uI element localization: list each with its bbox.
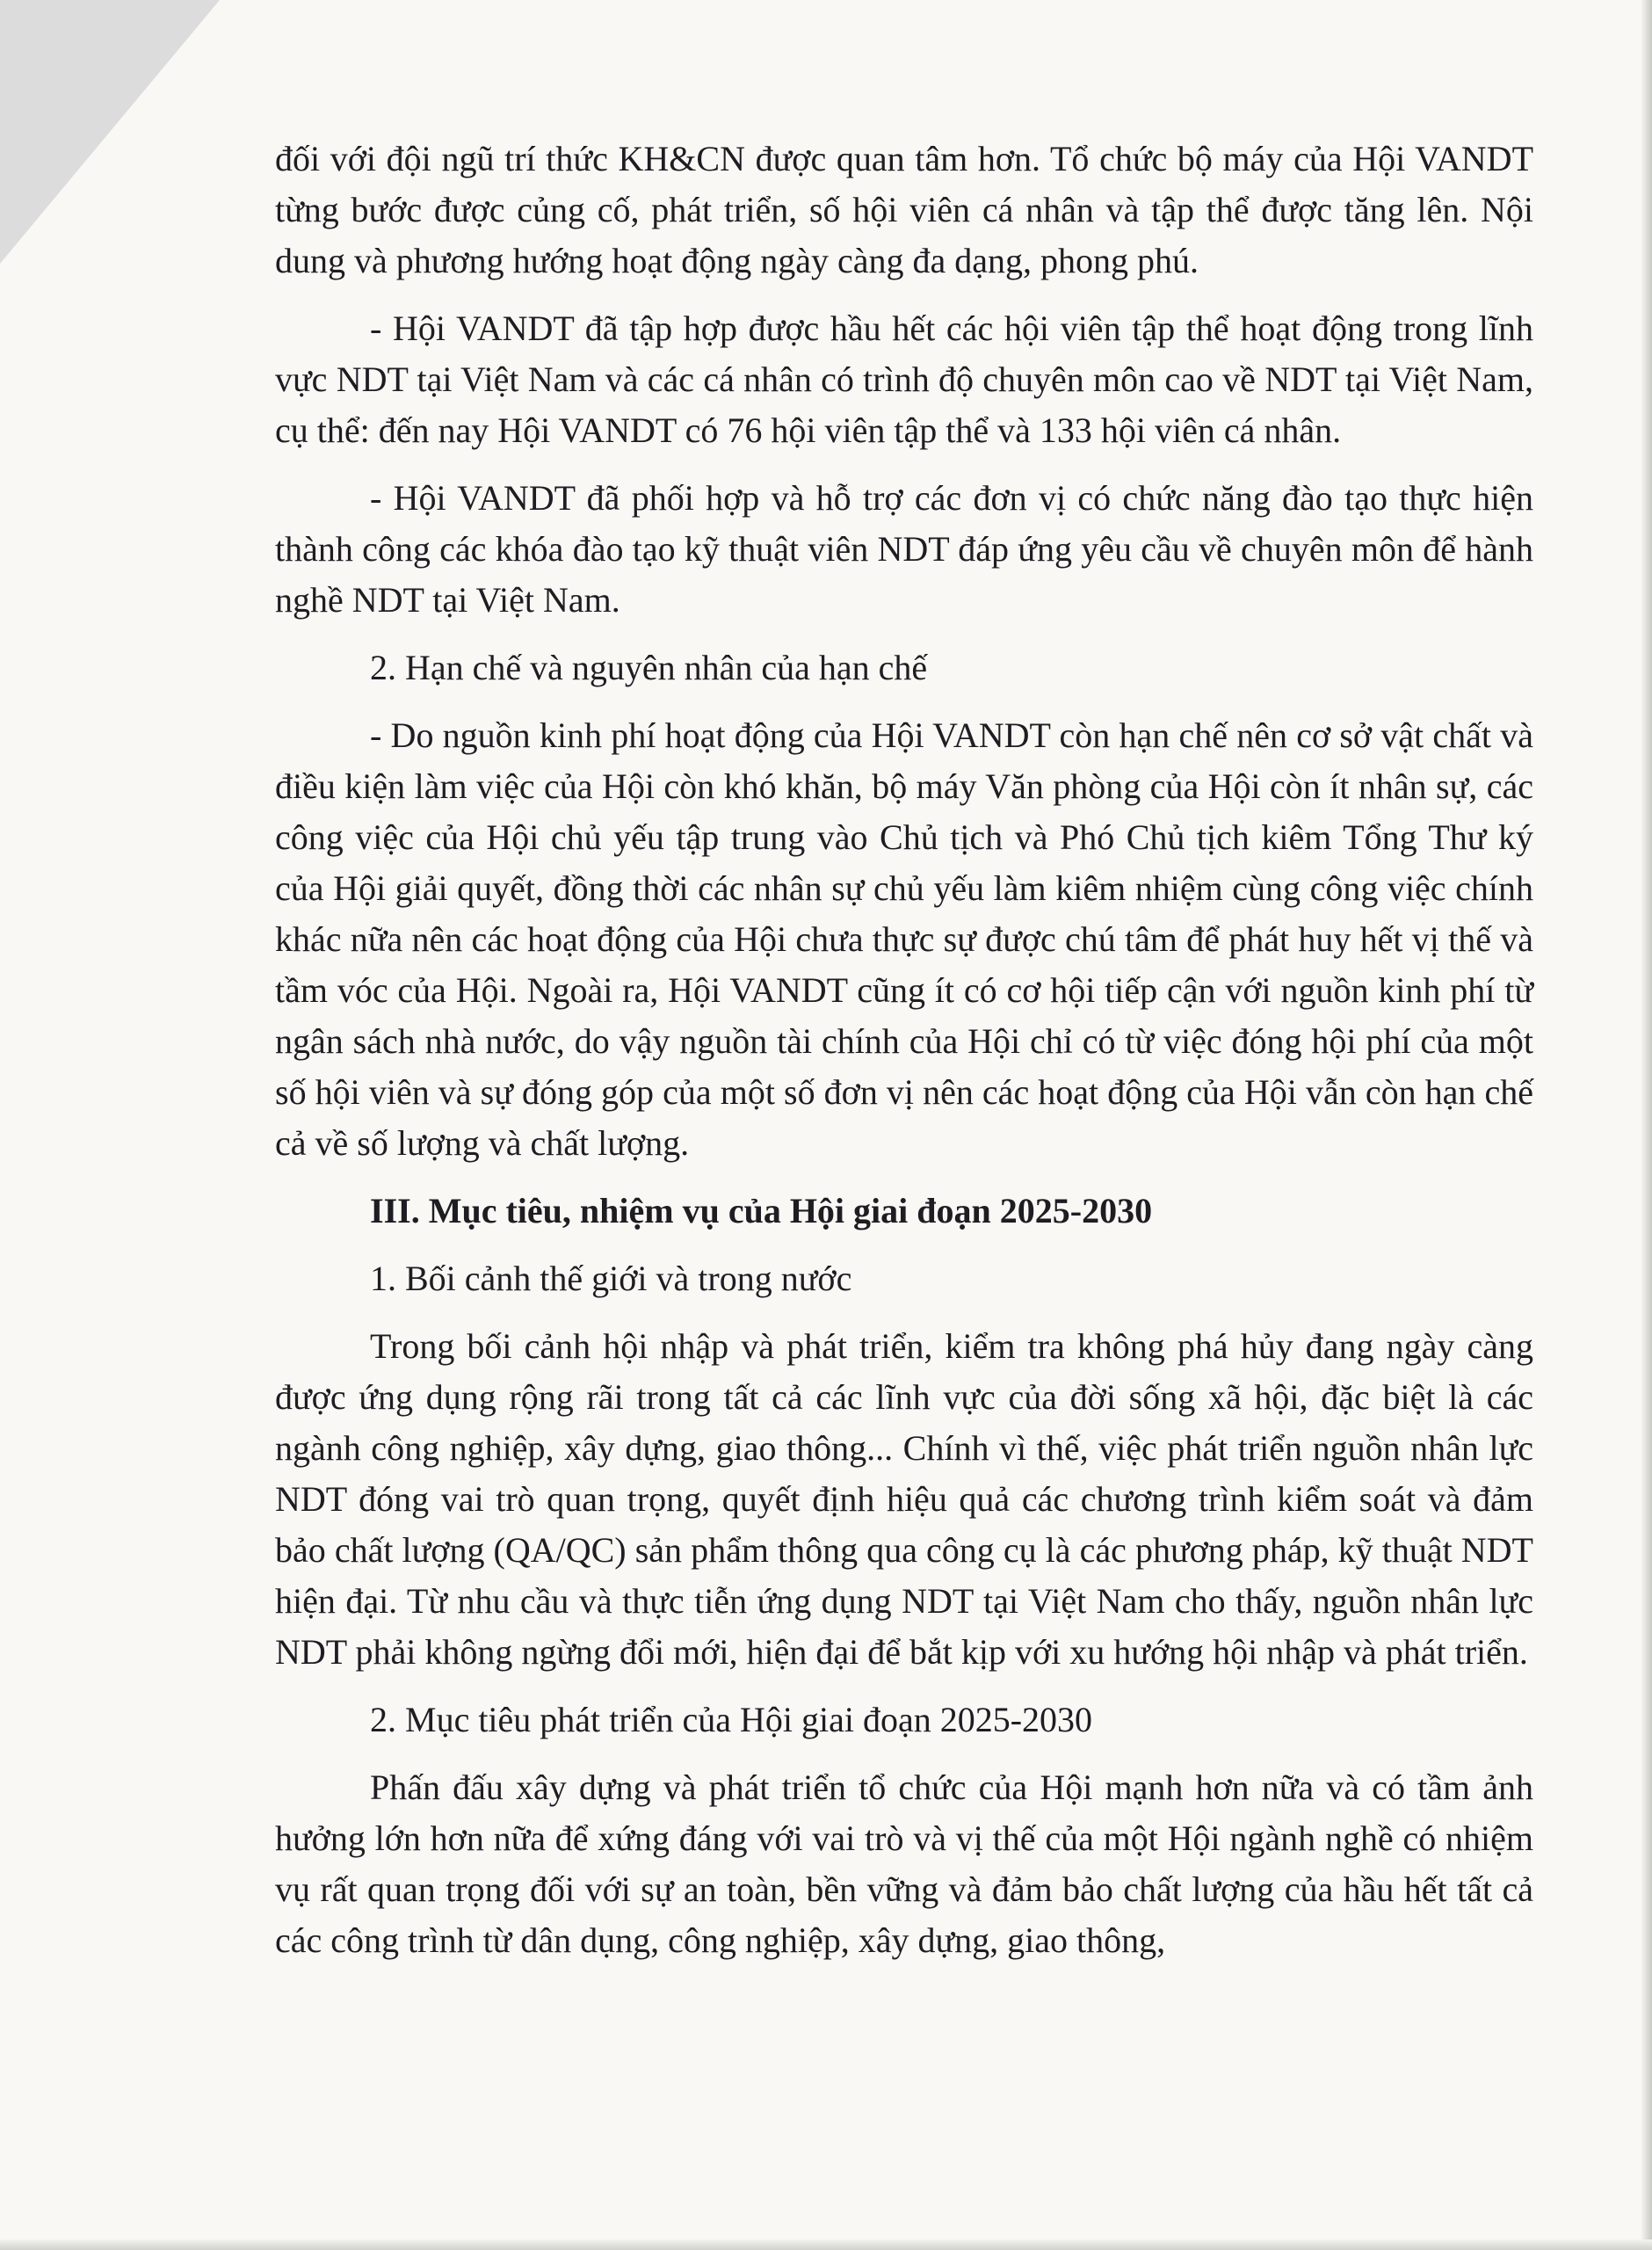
paragraph-limitations: - Do nguồn kinh phí hoạt động của Hội VANDT còn hạn chế nên cơ sở vật chất và điều kiện làm việc của Hội còn khó khăn, bộ máy Văn phòng của Hội còn ít nhân sự, các công việc của Hội chủ yếu tập trung vào Chủ tịch và Phó Chủ tịch kiêm Tổng Thư ký của Hội giải quyết, đồng thời các nhân sự chủ yếu làm kiêm nhiệm cùng công việc chính khác nữa nên các hoạt động của Hội chưa thực sự được chú tâm để phát huy hết vị thế và tầm vóc của Hội. Ngoài ra, Hội VANDT cũng ít có cơ hội tiếp cận với nguồn kinh phí từ ngân sách nhà nước, do vậy nguồn tài chính của Hội chỉ có từ việc đóng hội phí của một số hội viên và sự đóng góp của một số đơn vị nên các hoạt động của Hội vẫn còn hạn chế cả về số lượng và chất lượng. [275,715,1533,1163]
page-corner-fold [0,0,220,264]
paragraph-intro-continuation: đối với đội ngũ trí thức KH&CN được quan tâm hơn. Tổ chức bộ máy của Hội VANDT từng bước được củng cố, phát triển, số hội viên cá nhân và tập thể được tăng lên. Nội dung và phương hướng hoạt động ngày càng đa dạng, phong phú. [275,139,1533,280]
section-heading-goals: III. Mục tiêu, nhiệm vụ của Hội giai đoạn 2025-2030 [370,1191,1153,1230]
scan-edge-shadow [1641,0,1652,2250]
scan-bottom-shadow [0,2239,1652,2250]
subheading-context: 1. Bối cảnh thế giới và trong nước [370,1259,852,1298]
subheading-limitations: 2. Hạn chế và nguyên nhân của hạn chế [370,648,928,687]
subheading-development-goals: 2. Mục tiêu phát triển của Hội giai đoạn 2025-2030 [370,1700,1093,1739]
document-page [275,134,1533,1983]
paragraph-members: - Hội VANDT đã tập hợp được hầu hết các hội viên tập thể hoạt động trong lĩnh vực NDT tại Việt Nam và các cá nhân có trình độ chuyên môn cao về NDT tại Việt Nam, cụ thể: đến nay Hội VANDT có 76 hội viên tập thể và 133 hội viên cá nhân. [275,308,1533,450]
paragraph-context: Trong bối cảnh hội nhập và phát triển, kiểm tra không phá hủy đang ngày càng được ứng dụng rộng rãi trong tất cả các lĩnh vực của đời sống xã hội, đặc biệt là các ngành công nghiệp, xây dựng, giao thông... Chính vì thế, việc phát triển nguồn nhân lực NDT đóng vai trò quan trọng, quyết định hiệu quả các chương trình kiểm soát và đảm bảo chất lượng (QA/QC) sản phẩm thông qua công cụ là các phương pháp, kỹ thuật NDT hiện đại. Từ nhu cầu và thực tiễn ứng dụng NDT tại Việt Nam cho thấy, nguồn nhân lực NDT phải không ngừng đổi mới, hiện đại để bắt kịp với xu hướng hội nhập và phát triển. [275,1326,1533,1672]
paragraph-training: - Hội VANDT đã phối hợp và hỗ trợ các đơn vị có chức năng đào tạo thực hiện thành công các khóa đào tạo kỹ thuật viên NDT đáp ứng yêu cầu về chuyên môn để hành nghề NDT tại Việt Nam. [275,478,1533,620]
paragraph-development-goals: Phấn đấu xây dựng và phát triển tổ chức của Hội mạnh hơn nữa và có tầm ảnh hưởng lớn hơn nữa để xứng đáng với vai trò và vị thế của một Hội ngành nghề có nhiệm vụ rất quan trọng đối với sự an toàn, bền vững và đảm bảo chất lượng của hầu hết tất cả các công trình từ dân dụng, công nghiệp, xây dựng, giao thông, [275,1767,1533,1960]
